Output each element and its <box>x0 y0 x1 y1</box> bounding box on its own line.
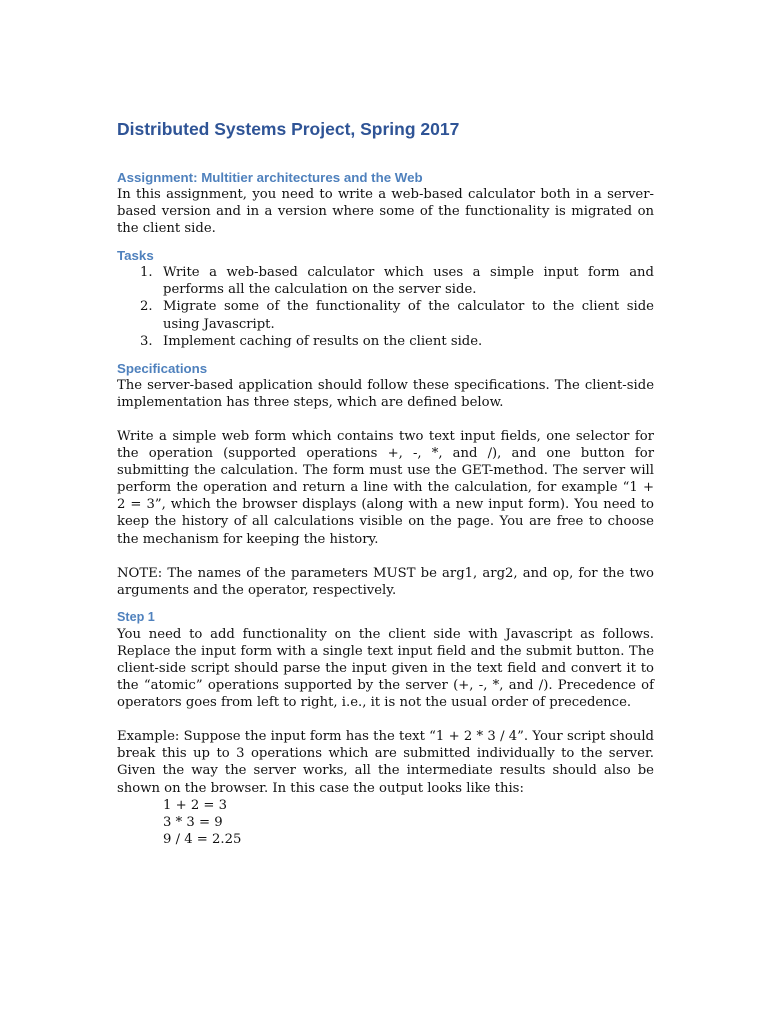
assignment-section <box>117 169 654 237</box>
task-text: Write a web-based calculator which uses a simple input form and performs all the calculation on the server side. <box>163 265 654 298</box>
specifications-web-form: Write a simple web form which contains two text input fields, one selector for the operation (supported operations +, -, *, and /), and one button for submitting the calculation. The form must use the GET-method. The server will perform the operation and return a line with the calculation, for example “1 + 2 = 3”, which the browser displays (along with a new input form). You need to keep the history of all calculations visible on the page. You are free to choose the mechanism for keeping the history. <box>117 428 654 547</box>
task-number: 1. <box>140 265 153 281</box>
step1-example: Example: Suppose the input form has the text “1 + 2 * 3 / 4”. Your script should break this up to 3 operations which are submitted individually to the server. Given the way the server works, all the intermediate results should also be shown on the browser. In this case the output looks like this: <box>117 729 654 796</box>
assignment-heading: Assignment: Multitier architectures and the Web <box>117 170 423 185</box>
output-line: 1 + 2 = 3 <box>163 797 228 813</box>
task-item <box>140 264 654 298</box>
task-number: 3. <box>140 333 153 349</box>
task-number: 2. <box>140 299 153 315</box>
document-title: Distributed Systems Project, Spring 2017 <box>117 119 460 139</box>
output-line: 3 * 3 = 9 <box>163 814 223 830</box>
step1-section <box>117 609 654 848</box>
tasks-heading: Tasks <box>117 248 154 264</box>
specifications-note: NOTE: The names of the parameters MUST be arg1, arg2, and op, for the two arguments and the operator, respectively. <box>117 565 654 598</box>
tasks-section <box>117 247 654 349</box>
task-text: Implement caching of results on the client side. <box>163 333 483 349</box>
specifications-intro: The server-based application should follow these specifications. The client-side implementation has three steps, which are defined below. <box>117 377 654 410</box>
example-output <box>117 797 654 848</box>
task-item <box>140 333 654 350</box>
step1-heading: Step 1 <box>117 609 155 624</box>
step1-description: You need to add functionality on the client side with Javascript as follows. Replace the input form with a single text input field and the submit button. The client-side script should parse the input given in the text field and convert it to the “atomic” operations supported by the server (+, -, *, and /). Precedence of operators goes from left to right, i.e., it is not the usual order of precedence. <box>117 626 654 711</box>
task-text: Migrate some of the functionality of the calculator to the client side using Javascript. <box>163 299 654 332</box>
task-item <box>140 298 654 332</box>
output-line: 9 / 4 = 2.25 <box>163 831 242 847</box>
specifications-section <box>117 360 654 599</box>
assignment-body: In this assignment, you need to write a web-based calculator both in a server-based version and in a version where some of the functionality is migrated on the client side. <box>117 187 654 237</box>
specifications-heading: Specifications <box>117 360 208 376</box>
document-page <box>117 118 654 848</box>
tasks-list <box>117 264 654 349</box>
